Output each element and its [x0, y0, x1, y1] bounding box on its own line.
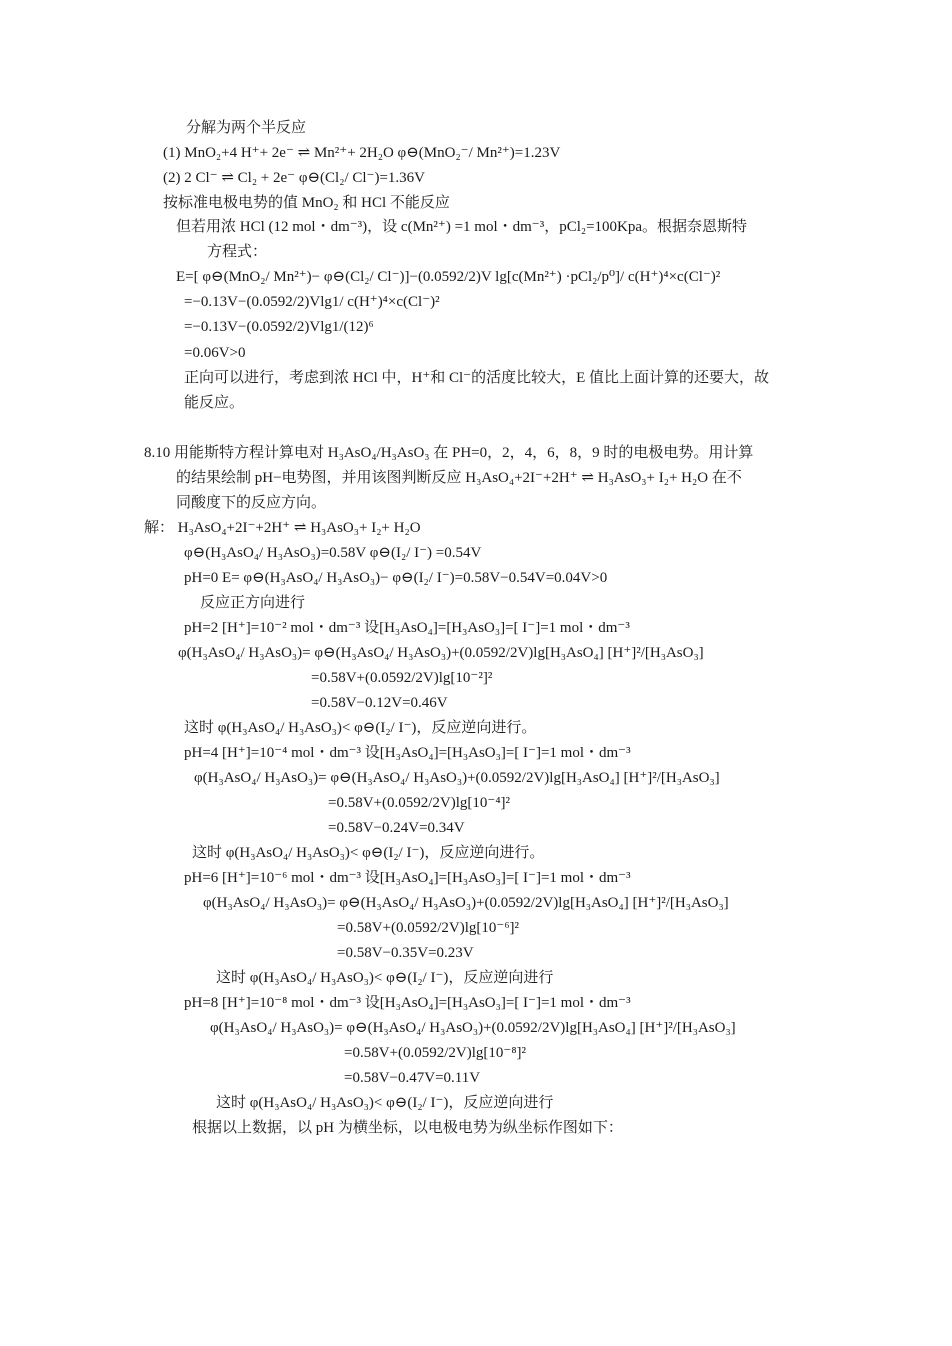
text-line: =0.58V−0.24V=0.34V [328, 820, 465, 836]
text-line: 8.10 用能斯特方程计算电对 H₃AsO₄/H₃AsO₃ 在 PH=0，2，4，6，8，9 时的电极电势。用计算 [144, 445, 754, 461]
text-line: =−0.13V−(0.0592/2)Vlg1/ c(H⁺)⁴×c(Cl⁻)² [184, 294, 440, 310]
text-line: =0.58V+(0.0592/2V)lg[10⁻⁴]² [328, 795, 511, 811]
text-line: 这时 φ(H₃AsO₄/ H₃AsO₃)< φ⊖(I₂/ I⁻)，反应逆向进行 [216, 970, 554, 986]
text-line: pH=2 [H⁺]=10⁻² mol・dm⁻³ 设[H₃AsO₄]=[H₃AsO₃]=[ I⁻]=1 mol・dm⁻³ [184, 620, 630, 636]
text-line: 正向可以进行，考虑到浓 HCl 中，H⁺和 Cl⁻的活度比较大，E 值比上面计算的还要大，故 [184, 370, 770, 386]
text-line: 分解为两个半反应 [186, 120, 307, 136]
text-line: =0.58V+(0.0592/2V)lg[10⁻⁸]² [344, 1045, 527, 1061]
text-line: =0.58V+(0.0592/2V)lg[10⁻²]² [311, 670, 493, 686]
text-line: φ(H₃AsO₄/ H₃AsO₃)= φ⊖(H₃AsO₄/ H₃AsO₃)+(0.0592/2V)lg[H₃AsO₄] [H⁺]²/[H₃AsO₃] [178, 645, 704, 661]
text-line: (2) 2 Cl⁻ ⇌ Cl₂ + 2e⁻ φ⊖(Cl₂/ Cl⁻)=1.36V [163, 170, 426, 186]
text-line: =0.58V+(0.0592/2V)lg[10⁻⁶]² [337, 920, 520, 936]
text-line: =0.58V−0.12V=0.46V [311, 695, 448, 711]
text-line: 按标准电极电势的值 MnO₂ 和 HCl 不能反应 [163, 195, 450, 211]
text-line: 同酸度下的反应方向。 [176, 495, 327, 511]
text-line: =−0.13V−(0.0592/2)Vlg1/(12)⁶ [184, 319, 374, 335]
text-line: 方程式： [207, 244, 268, 260]
text-line: φ(H₃AsO₄/ H₃AsO₃)= φ⊖(H₃AsO₄/ H₃AsO₃)+(0.0592/2V)lg[H₃AsO₄] [H⁺]²/[H₃AsO₃] [194, 770, 720, 786]
text-line: φ⊖(H₃AsO₄/ H₃AsO₃)=0.58V φ⊖(I₂/ I⁻) =0.54V [184, 545, 482, 561]
text-line: 的结果绘制 pH−电势图，并用该图判断反应 H₃AsO₄+2I⁻+2H⁺ ⇌ H₃AsO₃+ I₂+ H₂O 在不 [176, 470, 742, 486]
text-line: =0.06V>0 [184, 345, 246, 361]
text-line: 解： H₃AsO₄+2I⁻+2H⁺ ⇌ H₃AsO₃+ I₂+ H₂O [144, 520, 421, 536]
text-line: pH=0 E= φ⊖(H₃AsO₄/ H₃AsO₃)− φ⊖(I₂/ I⁻)=0.58V−0.54V=0.04V>0 [184, 570, 608, 586]
text-line: 这时 φ(H₃AsO₄/ H₃AsO₃)< φ⊖(I₂/ I⁻)，反应逆向进行 [216, 1095, 554, 1111]
text-line: 这时 φ(H₃AsO₄/ H₃AsO₃)< φ⊖(I₂/ I⁻)，反应逆向进行。 [192, 845, 545, 861]
text-line: φ(H₃AsO₄/ H₃AsO₃)= φ⊖(H₃AsO₄/ H₃AsO₃)+(0.0592/2V)lg[H₃AsO₄] [H⁺]²/[H₃AsO₃] [210, 1020, 736, 1036]
text-line: 反应正方向进行 [200, 595, 306, 611]
text-line: φ(H₃AsO₄/ H₃AsO₃)= φ⊖(H₃AsO₄/ H₃AsO₃)+(0.0592/2V)lg[H₃AsO₄] [H⁺]²/[H₃AsO₃] [203, 895, 729, 911]
text-line: =0.58V−0.35V=0.23V [337, 945, 474, 961]
text-line: E=[ φ⊖(MnO₂/ Mn²⁺)− φ⊖(Cl₂/ Cl⁻)]−(0.0592/2)V lg[c(Mn²⁺) ·pCl₂/p⁰]/ c(H⁺)⁴×c(Cl⁻)² [176, 269, 721, 285]
text-line: pH=4 [H⁺]=10⁻⁴ mol・dm⁻³ 设[H₃AsO₄]=[H₃AsO₃]=[ I⁻]=1 mol・dm⁻³ [184, 745, 631, 761]
text-line: 能反应。 [184, 395, 245, 411]
text-line: =0.58V−0.47V=0.11V [344, 1070, 481, 1086]
text-line: (1) MnO₂+4 H⁺+ 2e⁻ ⇌ Mn²⁺+ 2H₂O φ⊖(MnO₂⁻/ Mn²⁺)=1.23V [163, 145, 561, 161]
text-line: 这时 φ(H₃AsO₄/ H₃AsO₃)< φ⊖(I₂/ I⁻)，反应逆向进行。 [184, 720, 537, 736]
text-line: 但若用浓 HCl (12 mol・dm⁻³)，设 c(Mn²⁺) =1 mol・dm⁻³，pCl₂=100Kpa。根据奈恩斯特 [176, 219, 748, 235]
text-line: pH=8 [H⁺]=10⁻⁸ mol・dm⁻³ 设[H₃AsO₄]=[H₃AsO₃]=[ I⁻]=1 mol・dm⁻³ [184, 995, 631, 1011]
text-line: pH=6 [H⁺]=10⁻⁶ mol・dm⁻³ 设[H₃AsO₄]=[H₃AsO₃]=[ I⁻]=1 mol・dm⁻³ [184, 870, 631, 886]
text-line: 根据以上数据，以 pH 为横坐标，以电极电势为纵坐标作图如下： [192, 1120, 623, 1136]
